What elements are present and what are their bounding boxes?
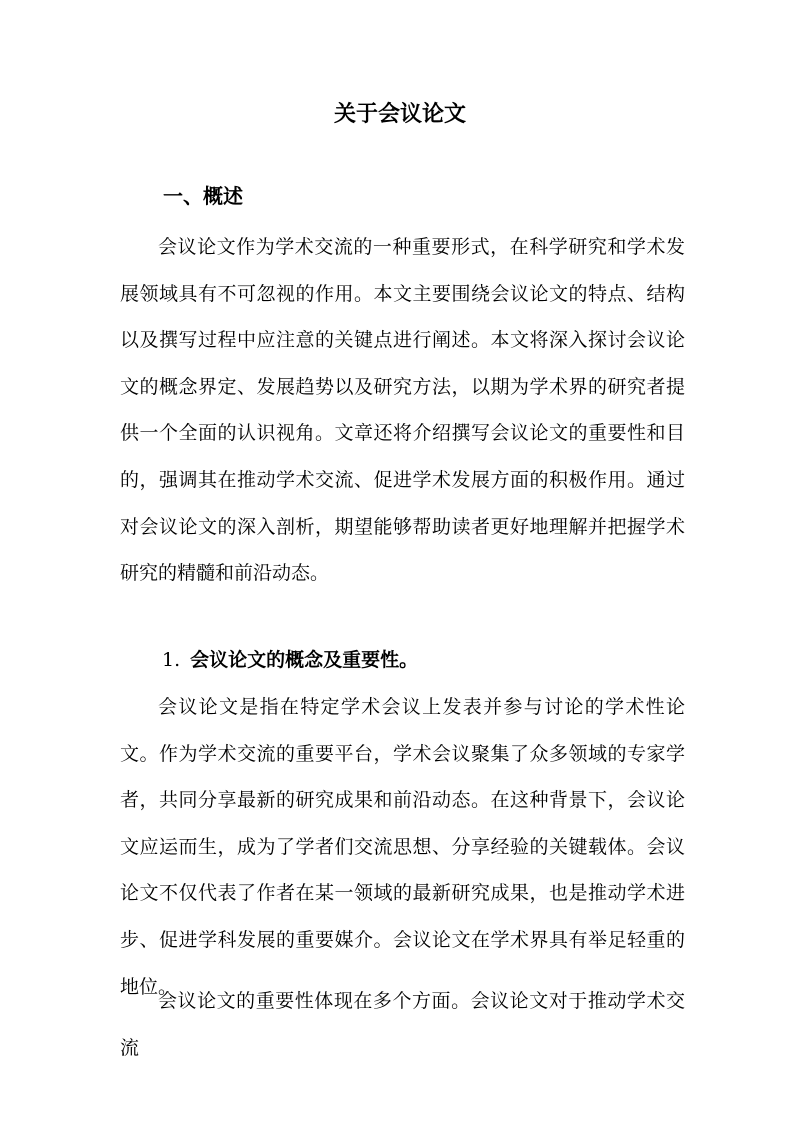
document-title: 关于会议论文 bbox=[333, 101, 466, 127]
subsection-title: 会议论文的概念及重要性。 bbox=[190, 649, 419, 671]
subsection-number: 1. bbox=[162, 649, 181, 671]
subsection-heading bbox=[162, 645, 418, 675]
importance-paragraph: 会议论文的重要性体现在多个方面。会议论文对于推动学术交流 bbox=[120, 990, 685, 1059]
concept-paragraph: 会议论文是指在特定学术会议上发表并参与讨论的学术性论文。作为学术交流的重要平台，学术会议聚集了众多领域的专家学者，共同分享最新的研究成果和前沿动态。在这种背景下，会议论文应运而生，成为了学者们交流思想、分享经验的关键载体。会议论文不仅代表了作者在某一领域的最新研究成果，也是推动学术进步、促进学科发展的重要媒介。会议论文在学术界具有举足轻重的地位。 bbox=[120, 696, 685, 998]
section-heading-overview: 一、概述 bbox=[163, 184, 243, 208]
overview-paragraph: 会议论文作为学术交流的一种重要形式，在科学研究和学术发展领域具有不可忽视的作用。本文主要围绕会议论文的特点、结构以及撰写过程中应注意的关键点进行阐述。本文将深入探讨会议论文的概念界定、发展趋势以及研究方法，以期为学术界的研究者提供一个全面的认识视角。文章还将介绍撰写会议论文的重要性和目的，强调其在推动学术交流、促进学术发展方面的积极作用。通过对会议论文的深入剖析，期望能够帮助读者更好地理解并把握学术研究的精髓和前沿动态。 bbox=[120, 236, 685, 585]
